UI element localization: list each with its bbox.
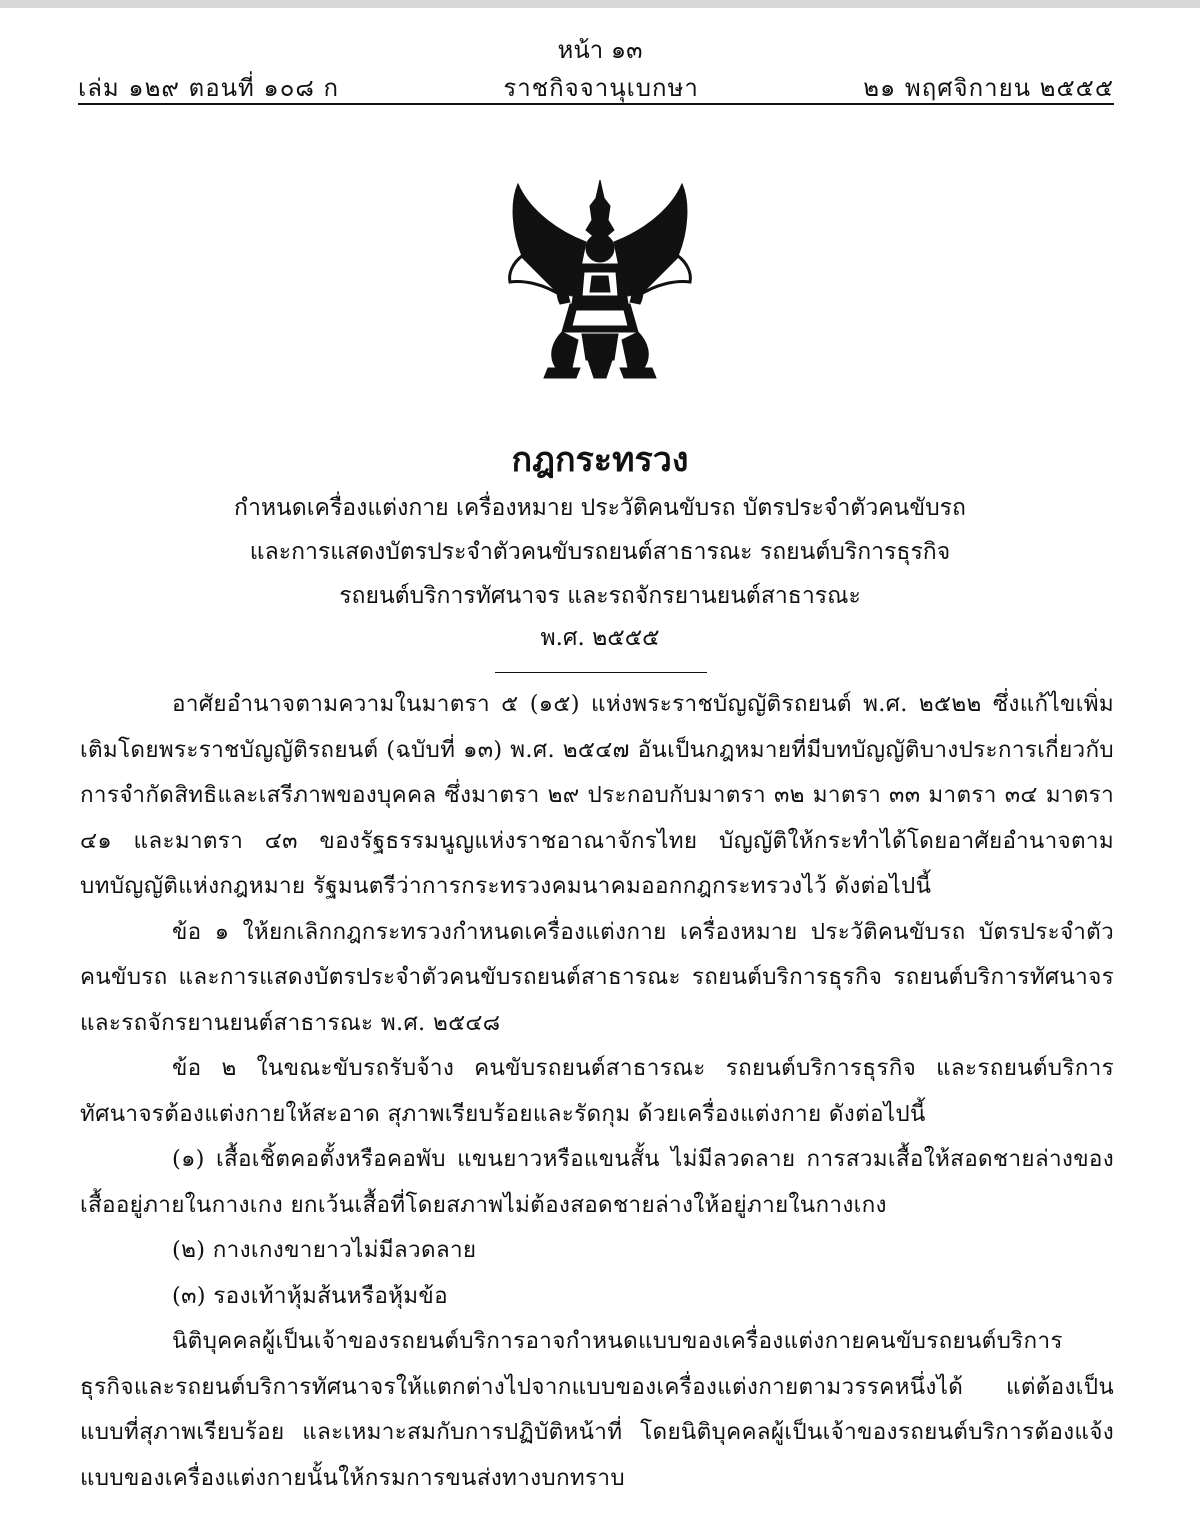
clause-1: ข้อ ๑ ให้ยกเลิกกฎกระทรวงกำหนดเครื่องแต่งกาย เครื่องหมาย ประวัติคนขับรถ บัตรประจำตัวคนขับรถ และการแสดงบัตรประจำตัวคนขับรถยนต์สาธารณะ รถยนต์บริการธุรกิจ รถยนต์บริการทัศนาจร และรถจักรยานยนต์สาธารณะ พ.ศ. ๒๕๔๘ [80,918,1114,1036]
gazette-name: ราชกิจจานุเบกษา [503,74,699,102]
top-border [0,0,1200,8]
title-year: พ.ศ. ๒๕๕๕ [540,625,660,651]
running-header [78,68,1114,107]
title-line-2: และการแสดงบัตรประจำตัวคนขับรถยนต์สาธารณะ รถยนต์บริการธุรกิจ [249,539,951,565]
preamble-paragraph: อาศัยอำนาจตามความในมาตรา ๕ (๑๕) แห่งพระราชบัญญัติรถยนต์ พ.ศ. ๒๕๒๒ ซึ่งแก้ไขเพิ่มเติมโดยพระราชบัญญัติรถยนต์ (ฉบับที่ ๑๓) พ.ศ. ๒๕๔๗ อันเป็นกฎหมายที่มีบทบัญญัติบางประการเกี่ยวกับการจำกัดสิทธิและเสรีภาพของบุคคล ซึ่งมาตรา ๒๙ ประกอบกับมาตรา ๓๒ มาตรา ๓๓ มาตรา ๓๔ มาตรา ๔๑ และมาตรา ๔๓ ของรัฐธรรมนูญแห่งราชอาณาจักรไทย บัญญัติให้กระทำได้โดยอาศัยอำนาจตามบทบัญญัติแห่งกฎหมาย รัฐมนตรีว่าการกระทรวงคมนาคมออกกฎกระทรวงไว้ ดังต่อไปนี้ [80,691,1114,899]
title-line-3: รถยนต์บริการทัศนาจร และรถจักรยานยนต์สาธารณะ [339,583,861,609]
clause-2-item-1: (๑) เสื้อเชิ้ตคอตั้งหรือคอพับ แขนยาวหรือแขนสั้น ไม่มีลวดลาย การสวมเสื้อให้สอดชายล่างของเสื้ออยู่ภายในกางเกง ยกเว้นเสื้อที่โดยสภาพไม่ต้องสอดชายล่างให้อยู่ภายในกางเกง [80,1146,1114,1218]
clause-2-paragraph-2: นิติบุคคลผู้เป็นเจ้าของรถยนต์บริการอาจกำหนดแบบของเครื่องแต่งกายคนขับรถยนต์บริการธุรกิจและรถยนต์บริการทัศนาจรให้แตกต่างไปจากแบบของเครื่องแต่งกายตามวรรคหนึ่งได้ แต่ต้องเป็นแบบที่สุภาพเรียบร้อย และเหมาะสมกับการปฏิบัติหน้าที่ โดยนิติบุคคลผู้เป็นเจ้าของรถยนต์บริการต้องแจ้งแบบของเครื่องแต่งกายนั้นให้กรมการขนส่งทางบกทราบ [80,1328,1114,1491]
page-number: หน้า ๑๓ [557,36,643,64]
publication-date: ๒๑ พฤศจิกายน ๒๕๕๕ [863,74,1114,102]
clause-2: ข้อ ๒ ในขณะขับรถรับจ้าง คนขับรถยนต์สาธารณะ รถยนต์บริการธุรกิจ และรถยนต์บริการทัศนาจรต้องแต่งกายให้สะอาด สุภาพเรียบร้อยและรัดกุม ด้วยเครื่องแต่งกาย ดังต่อไปนี้ [80,1055,1114,1127]
document-type: กฎกระทรวง [511,440,689,480]
title-divider [495,672,707,673]
document-body [80,682,1114,1501]
clause-2-item-3: (๓) รองเท้าหุ้มส้นหรือหุ้มข้อ [172,1282,448,1309]
title-line-1: กำหนดเครื่องแต่งกาย เครื่องหมาย ประวัติคนขับรถ บัตรประจำตัวคนขับรถ [234,495,966,521]
header-rule [78,103,1114,105]
volume-issue: เล่ม ๑๒๙ ตอนที่ ๑๐๘ ก [78,74,340,102]
clause-2-item-2: (๒) กางเกงขายาวไม่มีลวดลาย [172,1237,477,1263]
garuda-emblem-icon [500,172,700,382]
